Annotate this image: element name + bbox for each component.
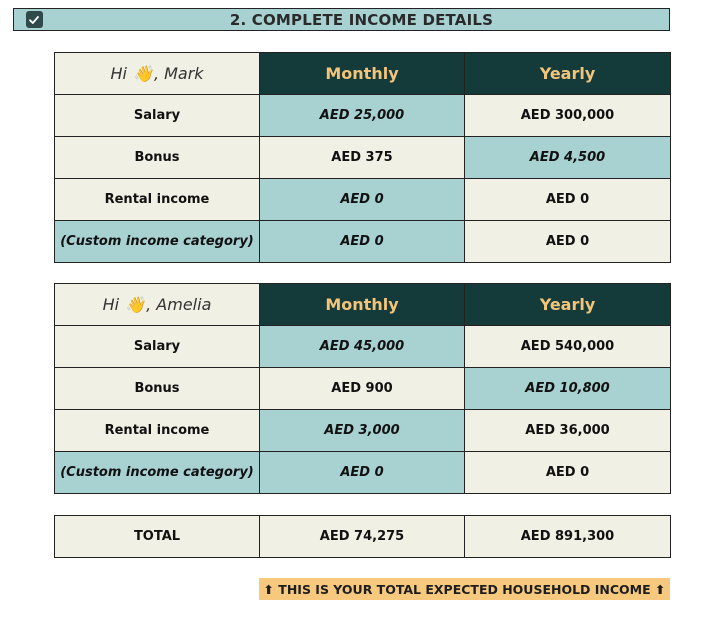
section-title: 2. COMPLETE INCOME DETAILS (54, 8, 670, 31)
col-header-yearly[interactable]: Yearly (465, 53, 671, 95)
table-row (55, 221, 671, 263)
greeting-cell[interactable] (55, 53, 260, 95)
yearly-value-cell[interactable]: AED 300,000 (465, 95, 671, 137)
waving-hand-icon: 👋 (125, 295, 146, 314)
monthly-input-cell[interactable]: AED 45,000 (260, 326, 465, 368)
income-table-amelia (54, 283, 671, 494)
greeting-prefix: Hi (102, 295, 120, 314)
table-header-row (55, 53, 671, 95)
yearly-value-cell[interactable]: AED 36,000 (465, 410, 671, 452)
table-header-row (55, 284, 671, 326)
greeting-cell[interactable] (55, 284, 260, 326)
table-row (55, 452, 671, 494)
income-table-mark (54, 52, 671, 263)
table-row (55, 137, 671, 179)
monthly-input-cell[interactable]: AED 25,000 (260, 95, 465, 137)
monthly-input-cell[interactable]: AED 0 (260, 452, 465, 494)
yearly-input-cell[interactable]: AED 10,800 (465, 368, 671, 410)
monthly-value-cell[interactable]: AED 375 (260, 137, 465, 179)
yearly-value-cell[interactable]: AED 540,000 (465, 326, 671, 368)
total-monthly-cell[interactable]: AED 74,275 (260, 516, 465, 558)
custom-category-label[interactable]: (Custom income category) (55, 221, 260, 263)
table-row (55, 326, 671, 368)
greeting-prefix: Hi (110, 64, 127, 83)
greeting-name: , Mark (153, 64, 204, 83)
monthly-input-cell[interactable]: AED 3,000 (260, 410, 465, 452)
row-label[interactable]: Bonus (55, 368, 260, 410)
col-header-monthly[interactable]: Monthly (260, 53, 465, 95)
row-label[interactable]: Rental income (55, 179, 260, 221)
row-label[interactable]: Rental income (55, 410, 260, 452)
section-checkbox-cell[interactable] (13, 8, 55, 31)
monthly-input-cell[interactable]: AED 0 (260, 179, 465, 221)
monthly-value-cell[interactable]: AED 900 (260, 368, 465, 410)
table-row (55, 95, 671, 137)
row-label[interactable]: Bonus (55, 137, 260, 179)
total-yearly-cell[interactable]: AED 891,300 (465, 516, 671, 558)
section-checkbox[interactable] (26, 11, 43, 28)
yearly-value-cell[interactable]: AED 0 (465, 221, 671, 263)
yearly-value-cell[interactable]: AED 0 (465, 179, 671, 221)
monthly-input-cell[interactable]: AED 0 (260, 221, 465, 263)
total-row (55, 516, 671, 558)
custom-category-label[interactable]: (Custom income category) (55, 452, 260, 494)
row-label[interactable]: Salary (55, 326, 260, 368)
waving-hand-icon: 👋 (133, 64, 153, 83)
yearly-value-cell[interactable]: AED 0 (465, 452, 671, 494)
table-row (55, 410, 671, 452)
total-income-note: ⬆ THIS IS YOUR TOTAL EXPECTED HOUSEHOLD INCOME ⬆ (259, 578, 670, 600)
table-row (55, 368, 671, 410)
table-row (55, 179, 671, 221)
col-header-monthly[interactable]: Monthly (260, 284, 465, 326)
row-label[interactable]: Salary (55, 95, 260, 137)
total-table (54, 515, 671, 558)
yearly-input-cell[interactable]: AED 4,500 (465, 137, 671, 179)
greeting-name: , Amelia (146, 295, 212, 314)
total-label[interactable]: TOTAL (55, 516, 260, 558)
checkmark-icon (28, 14, 40, 26)
col-header-yearly[interactable]: Yearly (465, 284, 671, 326)
